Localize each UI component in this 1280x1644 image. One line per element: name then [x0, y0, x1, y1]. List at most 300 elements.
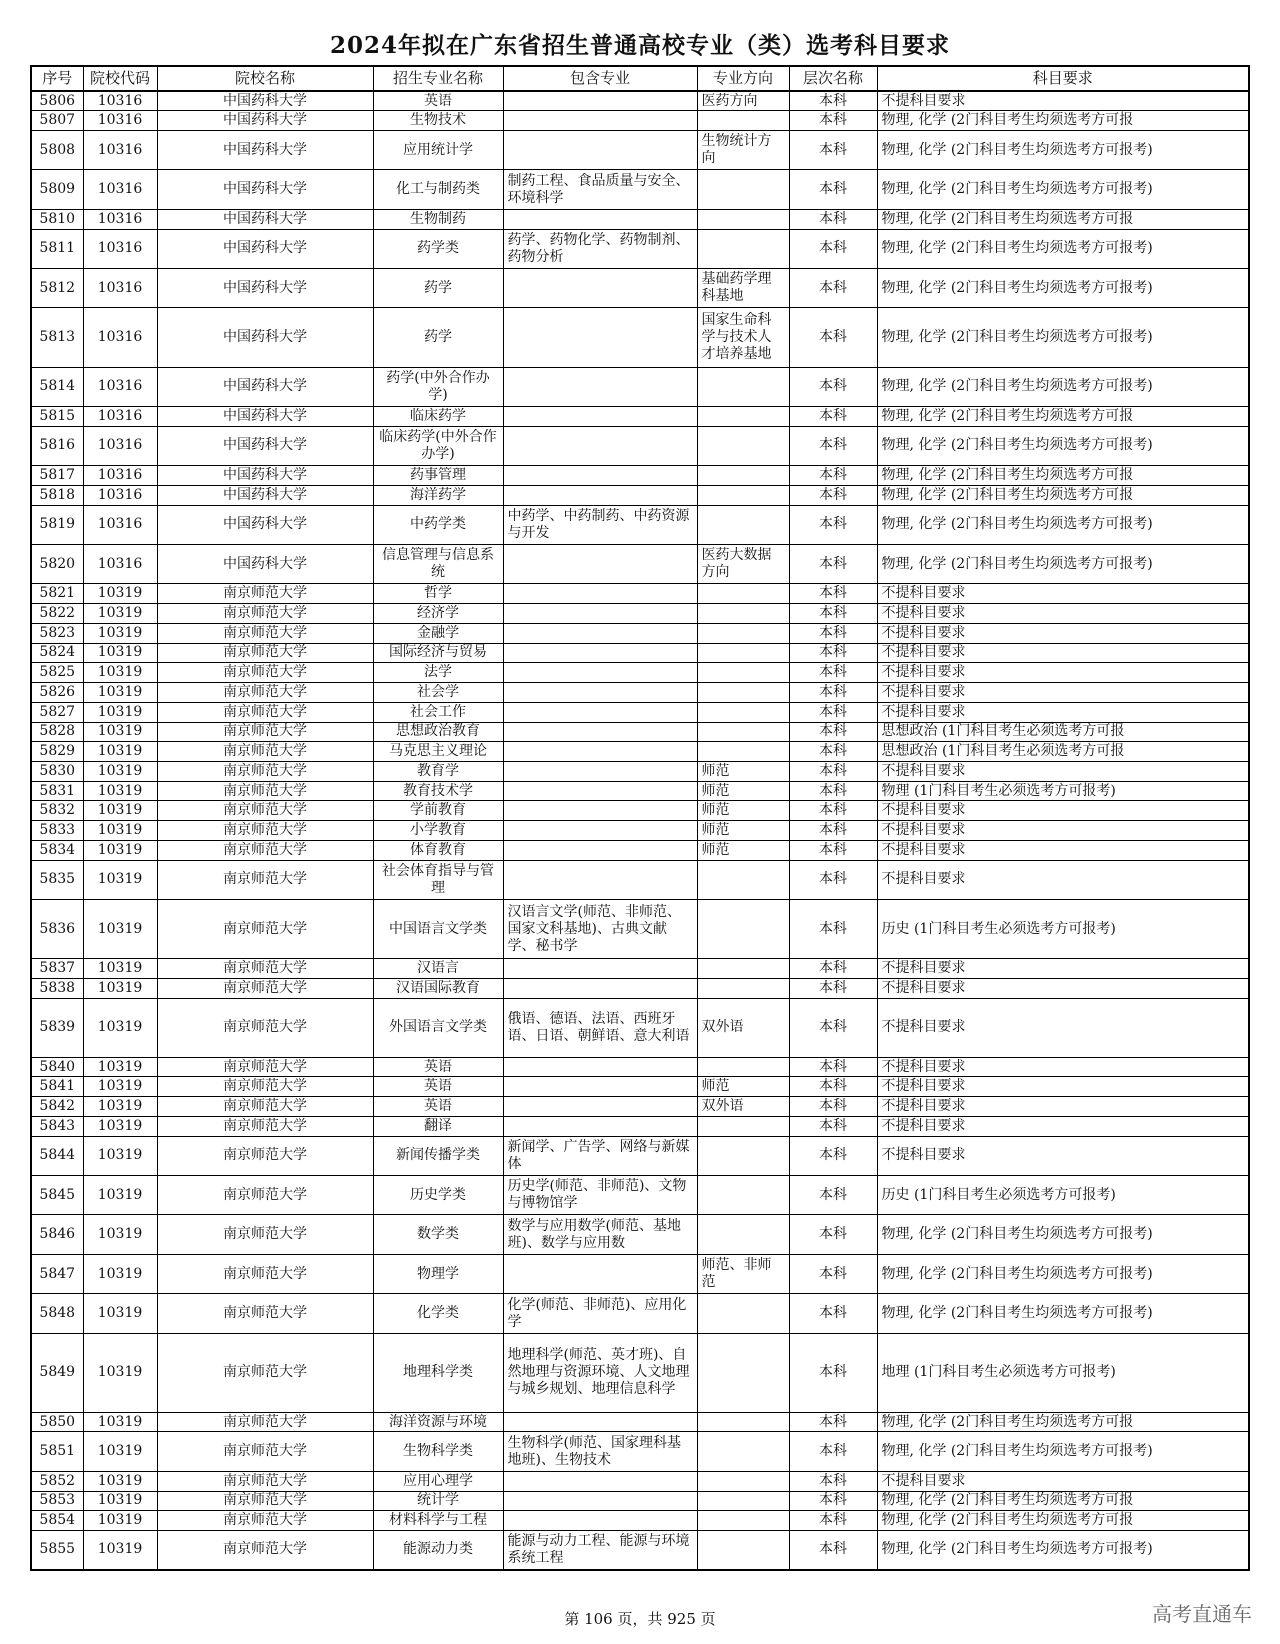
row-school: 中国药科大学	[157, 111, 373, 131]
row-code: 10316	[83, 268, 157, 307]
row-no: 5837	[31, 959, 83, 979]
row-subject: 物理, 化学 (2门科目考生均须选考方可报考)	[877, 229, 1249, 268]
row-level: 本科	[789, 111, 877, 131]
row-subject: 物理, 化学 (2门科目考生均须选考方可报考)	[877, 1215, 1249, 1254]
row-major: 汉语言	[373, 959, 503, 979]
row-code: 10319	[83, 584, 157, 604]
row-school: 中国药科大学	[157, 505, 373, 544]
row-level: 本科	[789, 1511, 877, 1531]
row-school: 南京师范大学	[157, 860, 373, 899]
table-row	[31, 604, 1249, 624]
row-direction	[697, 1116, 789, 1136]
row-code: 10316	[83, 229, 157, 268]
row-major: 小学教育	[373, 821, 503, 841]
row-direction: 双外语	[697, 1097, 789, 1117]
table-row	[31, 761, 1249, 781]
row-major: 翻译	[373, 1116, 503, 1136]
row-major: 化学类	[373, 1294, 503, 1333]
row-subject: 物理, 化学 (2门科目考生均须选考方可报考)	[877, 268, 1249, 307]
row-code: 10319	[83, 742, 157, 762]
row-code: 10316	[83, 130, 157, 169]
row-major: 思想政治教育	[373, 722, 503, 742]
row-no: 5855	[31, 1530, 83, 1570]
row-includes	[503, 1491, 697, 1511]
row-code: 10319	[83, 1077, 157, 1097]
row-no: 5847	[31, 1254, 83, 1293]
row-code: 10319	[83, 1530, 157, 1570]
row-direction	[697, 1176, 789, 1215]
row-level: 本科	[789, 229, 877, 268]
row-level: 本科	[789, 1254, 877, 1293]
row-code: 10316	[83, 209, 157, 229]
row-level: 本科	[789, 978, 877, 998]
row-level: 本科	[789, 1530, 877, 1570]
row-level: 本科	[789, 643, 877, 663]
row-school: 南京师范大学	[157, 683, 373, 703]
row-includes	[503, 1116, 697, 1136]
row-subject: 不提科目要求	[877, 663, 1249, 683]
table-row	[31, 663, 1249, 683]
row-no: 5844	[31, 1136, 83, 1175]
row-level: 本科	[789, 840, 877, 860]
row-major: 经济学	[373, 604, 503, 624]
row-level: 本科	[789, 1333, 877, 1412]
row-level: 本科	[789, 1136, 877, 1175]
row-level: 本科	[789, 308, 877, 367]
row-includes	[503, 643, 697, 663]
row-subject: 物理, 化学 (2门科目考生均须选考方可报考)	[877, 1254, 1249, 1293]
row-major: 物理学	[373, 1254, 503, 1293]
row-level: 本科	[789, 485, 877, 505]
row-level: 本科	[789, 899, 877, 958]
row-subject: 物理, 化学 (2门科目考生均须选考方可报考)	[877, 545, 1249, 584]
row-includes	[503, 1511, 697, 1531]
row-level: 本科	[789, 91, 877, 111]
table-row	[31, 407, 1249, 427]
row-school: 中国药科大学	[157, 466, 373, 486]
row-code: 10319	[83, 781, 157, 801]
row-subject: 物理, 化学 (2门科目考生均须选考方可报考)	[877, 1432, 1249, 1471]
row-code: 10319	[83, 1097, 157, 1117]
row-includes: 地理科学(师范、英才班)、自然地理与资源环境、人文地理与城乡规划、地理信息科学	[503, 1333, 697, 1412]
table-row	[31, 781, 1249, 801]
row-no: 5852	[31, 1471, 83, 1491]
row-includes	[503, 545, 697, 584]
row-level: 本科	[789, 545, 877, 584]
row-includes: 化学(师范、非师范)、应用化学	[503, 1294, 697, 1333]
row-subject: 物理, 化学 (2门科目考生均须选考方可报考)	[877, 426, 1249, 465]
row-no: 5828	[31, 722, 83, 742]
table-row	[31, 801, 1249, 821]
row-school: 南京师范大学	[157, 1333, 373, 1412]
row-direction	[697, 1294, 789, 1333]
row-major: 应用心理学	[373, 1471, 503, 1491]
row-school: 中国药科大学	[157, 268, 373, 307]
row-no: 5846	[31, 1215, 83, 1254]
row-subject: 物理, 化学 (2门科目考生均须选考方可报	[877, 1412, 1249, 1432]
row-code: 10316	[83, 545, 157, 584]
row-code: 10319	[83, 860, 157, 899]
row-includes: 新闻学、广告学、网络与新媒体	[503, 1136, 697, 1175]
row-direction	[697, 683, 789, 703]
row-major: 国际经济与贸易	[373, 643, 503, 663]
row-major: 体育教育	[373, 840, 503, 860]
row-level: 本科	[789, 604, 877, 624]
row-direction	[697, 209, 789, 229]
row-subject: 不提科目要求	[877, 584, 1249, 604]
row-major: 教育学	[373, 761, 503, 781]
row-no: 5830	[31, 761, 83, 781]
row-includes	[503, 130, 697, 169]
row-code: 10319	[83, 1215, 157, 1254]
row-direction: 师范	[697, 781, 789, 801]
row-includes	[503, 209, 697, 229]
row-subject: 物理, 化学 (2门科目考生均须选考方可报	[877, 485, 1249, 505]
row-subject: 物理, 化学 (2门科目考生均须选考方可报考)	[877, 1530, 1249, 1570]
row-includes: 生物科学(师范、国家理科基地班)、生物技术	[503, 1432, 697, 1471]
row-includes	[503, 604, 697, 624]
row-level: 本科	[789, 998, 877, 1057]
row-direction	[697, 1432, 789, 1471]
row-includes	[503, 761, 697, 781]
row-school: 南京师范大学	[157, 1136, 373, 1175]
row-code: 10319	[83, 899, 157, 958]
row-school: 南京师范大学	[157, 959, 373, 979]
row-school: 中国药科大学	[157, 308, 373, 367]
row-subject: 不提科目要求	[877, 998, 1249, 1057]
row-school: 南京师范大学	[157, 1057, 373, 1077]
row-direction	[697, 1333, 789, 1412]
row-no: 5818	[31, 485, 83, 505]
row-includes	[503, 111, 697, 131]
row-level: 本科	[789, 466, 877, 486]
row-direction	[697, 1136, 789, 1175]
row-major: 材料科学与工程	[373, 1511, 503, 1531]
row-code: 10319	[83, 1116, 157, 1136]
row-no: 5812	[31, 268, 83, 307]
row-no: 5819	[31, 505, 83, 544]
row-direction	[697, 643, 789, 663]
row-major: 临床药学(中外合作办学)	[373, 426, 503, 465]
row-code: 10319	[83, 643, 157, 663]
row-subject: 物理, 化学 (2门科目考生均须选考方可报考)	[877, 130, 1249, 169]
row-level: 本科	[789, 801, 877, 821]
table-row	[31, 308, 1249, 367]
row-direction: 医药方向	[697, 91, 789, 111]
row-includes: 中药学、中药制药、中药资源与开发	[503, 505, 697, 544]
row-includes	[503, 663, 697, 683]
row-level: 本科	[789, 268, 877, 307]
row-direction	[697, 623, 789, 643]
row-code: 10319	[83, 840, 157, 860]
row-code: 10316	[83, 426, 157, 465]
row-no: 5817	[31, 466, 83, 486]
row-major: 统计学	[373, 1491, 503, 1511]
row-no: 5823	[31, 623, 83, 643]
page-title: 2024年拟在广东省招生普通高校专业（类）选考科目要求	[329, 32, 950, 59]
row-level: 本科	[789, 130, 877, 169]
row-subject: 不提科目要求	[877, 959, 1249, 979]
row-direction	[697, 584, 789, 604]
row-major: 药学	[373, 308, 503, 367]
row-major: 海洋药学	[373, 485, 503, 505]
row-school: 南京师范大学	[157, 1176, 373, 1215]
row-includes	[503, 91, 697, 111]
row-school: 中国药科大学	[157, 485, 373, 505]
row-school: 南京师范大学	[157, 722, 373, 742]
row-school: 中国药科大学	[157, 229, 373, 268]
table-row	[31, 742, 1249, 762]
row-no: 5850	[31, 1412, 83, 1432]
row-code: 10319	[83, 1057, 157, 1077]
row-school: 中国药科大学	[157, 170, 373, 209]
row-direction: 基础药学理科基地	[697, 268, 789, 307]
table-row	[31, 683, 1249, 703]
row-includes	[503, 722, 697, 742]
header-code: 院校代码	[83, 66, 157, 91]
row-school: 南京师范大学	[157, 801, 373, 821]
row-direction	[697, 407, 789, 427]
row-level: 本科	[789, 367, 877, 406]
row-direction	[697, 170, 789, 209]
table-row	[31, 485, 1249, 505]
row-no: 5841	[31, 1077, 83, 1097]
row-major: 社会工作	[373, 702, 503, 722]
row-includes	[503, 1077, 697, 1097]
row-code: 10316	[83, 505, 157, 544]
table-row	[31, 1491, 1249, 1511]
row-major: 教育技术学	[373, 781, 503, 801]
row-school: 中国药科大学	[157, 91, 373, 111]
row-code: 10319	[83, 702, 157, 722]
row-code: 10319	[83, 998, 157, 1057]
row-direction	[697, 722, 789, 742]
row-level: 本科	[789, 860, 877, 899]
row-major: 新闻传播学类	[373, 1136, 503, 1175]
table-row	[31, 91, 1249, 111]
row-major: 历史学类	[373, 1176, 503, 1215]
row-major: 信息管理与信息系统	[373, 545, 503, 584]
row-subject: 不提科目要求	[877, 801, 1249, 821]
row-major: 英语	[373, 1097, 503, 1117]
row-code: 10319	[83, 1333, 157, 1412]
table-row	[31, 466, 1249, 486]
row-code: 10319	[83, 1136, 157, 1175]
row-level: 本科	[789, 1412, 877, 1432]
row-includes	[503, 702, 697, 722]
row-school: 南京师范大学	[157, 761, 373, 781]
row-subject: 物理, 化学 (2门科目考生均须选考方可报考)	[877, 505, 1249, 544]
row-direction	[697, 959, 789, 979]
row-subject: 物理 (1门科目考生必须选考方可报考)	[877, 781, 1249, 801]
row-school: 中国药科大学	[157, 407, 373, 427]
row-code: 10316	[83, 91, 157, 111]
row-code: 10319	[83, 623, 157, 643]
table-row	[31, 959, 1249, 979]
table-row	[31, 209, 1249, 229]
row-school: 南京师范大学	[157, 781, 373, 801]
row-level: 本科	[789, 505, 877, 544]
row-no: 5816	[31, 426, 83, 465]
row-subject: 不提科目要求	[877, 623, 1249, 643]
row-level: 本科	[789, 702, 877, 722]
table-row	[31, 1097, 1249, 1117]
row-includes	[503, 584, 697, 604]
row-direction	[697, 604, 789, 624]
row-subject: 不提科目要求	[877, 683, 1249, 703]
row-no: 5810	[31, 209, 83, 229]
row-direction	[697, 111, 789, 131]
table-row	[31, 1471, 1249, 1491]
row-subject: 不提科目要求	[877, 91, 1249, 111]
row-code: 10319	[83, 604, 157, 624]
table-row	[31, 170, 1249, 209]
row-includes	[503, 1057, 697, 1077]
table-row	[31, 130, 1249, 169]
table-row	[31, 821, 1249, 841]
row-level: 本科	[789, 683, 877, 703]
header-subject: 科目要求	[877, 66, 1249, 91]
row-includes	[503, 1254, 697, 1293]
row-no: 5807	[31, 111, 83, 131]
table-row	[31, 584, 1249, 604]
header-direction: 专业方向	[697, 66, 789, 91]
row-includes	[503, 978, 697, 998]
row-includes	[503, 407, 697, 427]
row-code: 10316	[83, 466, 157, 486]
row-no: 5813	[31, 308, 83, 367]
row-subject: 物理, 化学 (2门科目考生均须选考方可报考)	[877, 308, 1249, 367]
row-no: 5854	[31, 1511, 83, 1531]
row-direction	[697, 367, 789, 406]
row-subject: 不提科目要求	[877, 1077, 1249, 1097]
row-level: 本科	[789, 1432, 877, 1471]
row-includes	[503, 840, 697, 860]
row-no: 5840	[31, 1057, 83, 1077]
row-major: 药事管理	[373, 466, 503, 486]
row-no: 5838	[31, 978, 83, 998]
row-includes: 能源与动力工程、能源与环境系统工程	[503, 1530, 697, 1570]
row-level: 本科	[789, 170, 877, 209]
table-row	[31, 1432, 1249, 1471]
row-no: 5829	[31, 742, 83, 762]
table-row	[31, 1057, 1249, 1077]
row-direction: 师范、非师范	[697, 1254, 789, 1293]
row-includes: 制药工程、食品质量与安全、环境科学	[503, 170, 697, 209]
table-row	[31, 1412, 1249, 1432]
row-includes	[503, 1097, 697, 1117]
row-subject: 物理, 化学 (2门科目考生均须选考方可报	[877, 111, 1249, 131]
row-major: 药学类	[373, 229, 503, 268]
row-code: 10319	[83, 663, 157, 683]
row-direction: 师范	[697, 761, 789, 781]
row-code: 10319	[83, 1471, 157, 1491]
row-major: 海洋资源与环境	[373, 1412, 503, 1432]
row-major: 生物科学类	[373, 1432, 503, 1471]
row-major: 药学	[373, 268, 503, 307]
row-subject: 物理, 化学 (2门科目考生均须选考方可报	[877, 466, 1249, 486]
header-school: 院校名称	[157, 66, 373, 91]
row-level: 本科	[789, 407, 877, 427]
row-code: 10319	[83, 1294, 157, 1333]
row-no: 5808	[31, 130, 83, 169]
page-footer: 第 106 页，共 925 页	[564, 1610, 716, 1628]
row-no: 5836	[31, 899, 83, 958]
row-subject: 不提科目要求	[877, 702, 1249, 722]
table-row	[31, 1077, 1249, 1097]
row-no: 5835	[31, 860, 83, 899]
table-row	[31, 623, 1249, 643]
row-direction	[697, 229, 789, 268]
table-row	[31, 367, 1249, 406]
row-no: 5822	[31, 604, 83, 624]
row-level: 本科	[789, 426, 877, 465]
row-direction	[697, 702, 789, 722]
row-code: 10319	[83, 978, 157, 998]
row-level: 本科	[789, 761, 877, 781]
table-row	[31, 702, 1249, 722]
row-major: 法学	[373, 663, 503, 683]
row-direction	[697, 899, 789, 958]
row-no: 5824	[31, 643, 83, 663]
row-level: 本科	[789, 1215, 877, 1254]
row-subject: 物理, 化学 (2门科目考生均须选考方可报考)	[877, 367, 1249, 406]
row-code: 10319	[83, 959, 157, 979]
row-direction	[697, 742, 789, 762]
row-direction: 师范	[697, 801, 789, 821]
row-no: 5832	[31, 801, 83, 821]
row-school: 南京师范大学	[157, 899, 373, 958]
row-major: 地理科学类	[373, 1333, 503, 1412]
row-subject: 不提科目要求	[877, 1057, 1249, 1077]
table-row	[31, 1116, 1249, 1136]
row-no: 5814	[31, 367, 83, 406]
row-direction: 师范	[697, 1077, 789, 1097]
row-code: 10319	[83, 1254, 157, 1293]
table-row	[31, 1294, 1249, 1333]
row-subject: 不提科目要求	[877, 821, 1249, 841]
row-code: 10319	[83, 1491, 157, 1511]
row-no: 5831	[31, 781, 83, 801]
row-major: 英语	[373, 1077, 503, 1097]
row-school: 南京师范大学	[157, 1077, 373, 1097]
row-subject: 历史 (1门科目考生必须选考方可报考)	[877, 899, 1249, 958]
row-school: 南京师范大学	[157, 1294, 373, 1333]
row-school: 南京师范大学	[157, 623, 373, 643]
table-row	[31, 268, 1249, 307]
row-direction	[697, 663, 789, 683]
row-major: 生物制药	[373, 209, 503, 229]
row-school: 南京师范大学	[157, 1097, 373, 1117]
row-school: 南京师范大学	[157, 1432, 373, 1471]
row-major: 应用统计学	[373, 130, 503, 169]
row-subject: 不提科目要求	[877, 860, 1249, 899]
row-no: 5820	[31, 545, 83, 584]
row-subject: 不提科目要求	[877, 643, 1249, 663]
row-includes	[503, 860, 697, 899]
row-level: 本科	[789, 959, 877, 979]
row-level: 本科	[789, 742, 877, 762]
row-major: 化工与制药类	[373, 170, 503, 209]
row-direction	[697, 466, 789, 486]
row-subject: 物理, 化学 (2门科目考生均须选考方可报考)	[877, 1294, 1249, 1333]
row-direction: 师范	[697, 821, 789, 841]
row-no: 5851	[31, 1432, 83, 1471]
row-no: 5826	[31, 683, 83, 703]
row-includes	[503, 466, 697, 486]
row-direction: 生物统计方向	[697, 130, 789, 169]
row-subject: 不提科目要求	[877, 1097, 1249, 1117]
